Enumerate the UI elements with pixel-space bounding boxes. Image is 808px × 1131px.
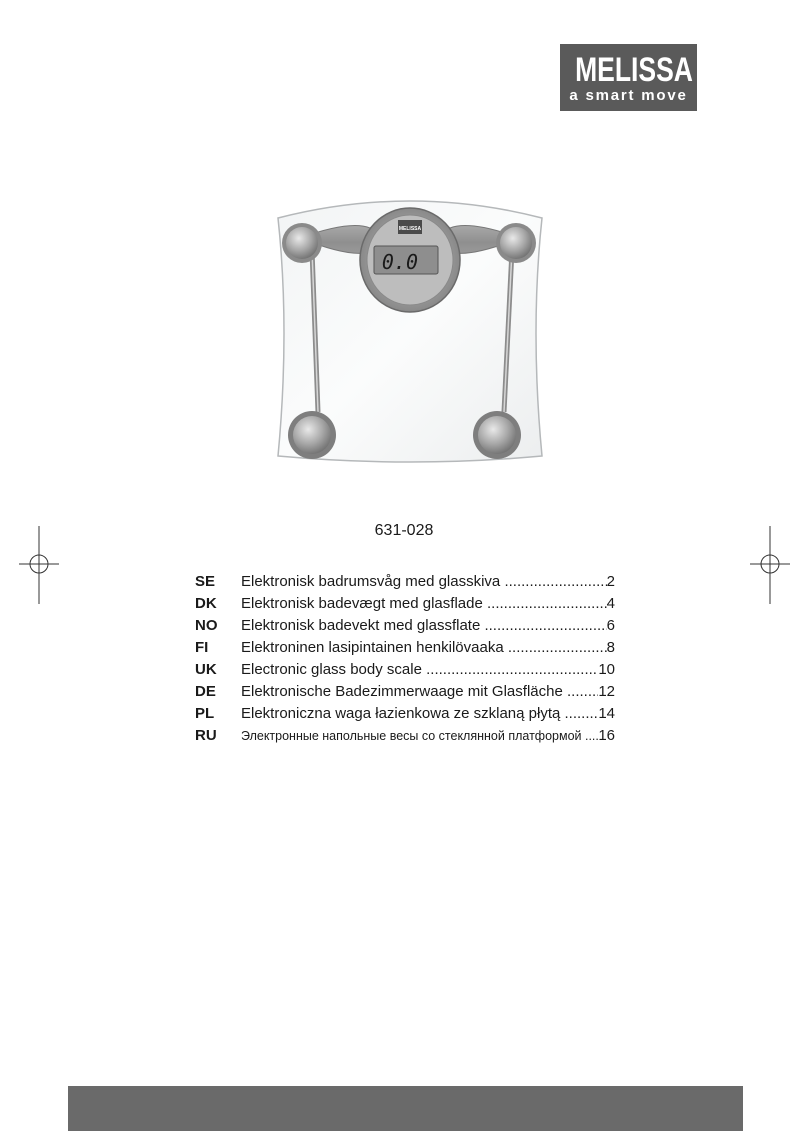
knob-top-right	[496, 223, 536, 263]
toc-entry-se[interactable]	[195, 571, 615, 593]
section-title: Elektroninen lasipintainen henkilövaaka .....	[241, 637, 607, 659]
section-title: Elektronische Badezimmerwaage mit Glasfläche .....	[241, 681, 598, 703]
knob-bottom-left	[288, 411, 336, 459]
toc-entry-no[interactable]	[195, 615, 615, 637]
page-number: 16	[598, 727, 615, 744]
page-number: 12	[598, 683, 615, 700]
toc-entry-dk[interactable]	[195, 593, 615, 615]
scale-product-image	[260, 180, 560, 480]
display-brand-text: MELISSA	[398, 226, 422, 232]
language-code: DE	[195, 683, 216, 700]
footer-bar	[68, 1086, 743, 1131]
brand-logo	[560, 44, 697, 111]
toc-entry-fi[interactable]	[195, 637, 615, 659]
knob-bottom-right	[473, 411, 521, 459]
language-code: DK	[195, 595, 217, 612]
lcd-reading: 0.0	[381, 250, 418, 274]
registration-mark-right	[750, 526, 790, 606]
section-title: Elektronisk badevægt med glasflade .....	[241, 593, 607, 615]
language-code: NO	[195, 617, 218, 634]
language-code: SE	[195, 573, 216, 590]
section-title: Электронные напольные весы со стеклянной платформой .....	[241, 725, 598, 747]
page-number: 2	[606, 573, 615, 590]
section-title: Elektronisk badrumsvåg med glasskiva .....	[241, 571, 607, 593]
language-code: PL	[195, 705, 215, 722]
language-code: RU	[195, 727, 217, 744]
brand-tagline: a smart move	[569, 87, 688, 104]
section-title: Electronic glass body scale .....	[241, 659, 598, 681]
language-code: FI	[195, 639, 209, 656]
model-number: 631-028	[374, 522, 434, 539]
page-number: 6	[606, 617, 615, 634]
page-number: 4	[606, 595, 615, 612]
toc-entry-uk[interactable]	[195, 659, 615, 681]
brand-name: MELISSA	[575, 51, 693, 89]
page-number: 14	[598, 705, 615, 722]
page-number: 10	[598, 661, 615, 678]
toc-entry-pl[interactable]	[195, 703, 615, 725]
section-title: Elektronisk badevekt med glassflate .....	[241, 615, 607, 637]
page-number: 8	[606, 639, 615, 656]
toc-entry-de[interactable]	[195, 681, 615, 703]
toc-entry-ru[interactable]	[195, 725, 615, 747]
knob-top-left	[282, 223, 322, 263]
registration-mark-left	[19, 526, 59, 606]
section-title: Elektroniczna waga łazienkowa ze szklaną płytą .....	[241, 703, 598, 725]
language-code: UK	[195, 661, 217, 678]
table-of-contents	[195, 571, 615, 747]
